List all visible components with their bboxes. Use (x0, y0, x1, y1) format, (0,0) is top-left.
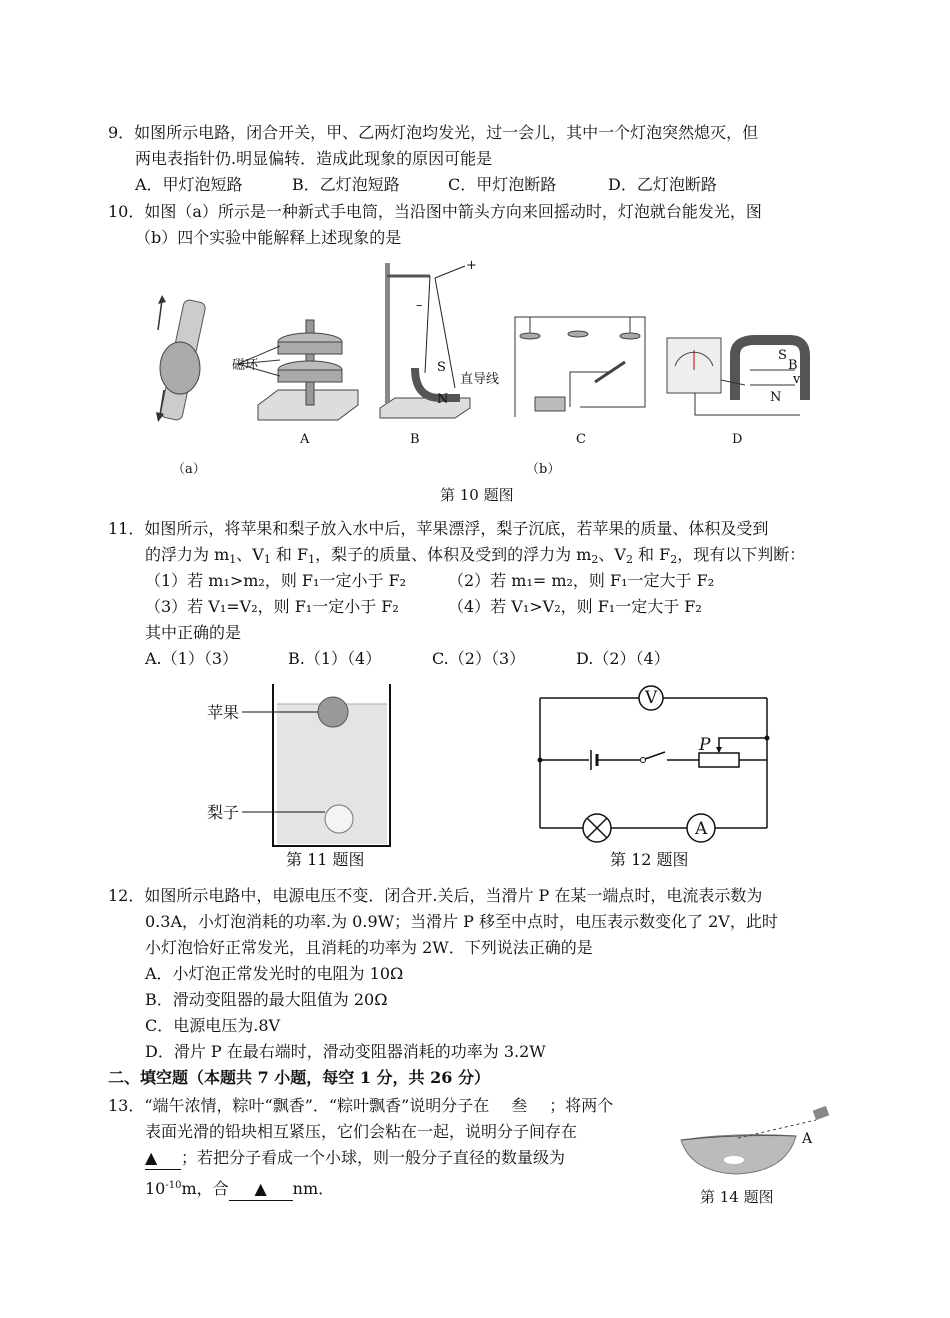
q12-option-d: D．滑片 P 在最右端时，滑动变阻器消耗的功率为 3.2W (145, 1042, 546, 1061)
bowl-figure (676, 1102, 856, 1182)
plus-sign: + (466, 258, 477, 273)
q11-option-c: C.（2）（3） (432, 649, 526, 668)
q9-option-d: D．乙灯泡断路 (608, 175, 717, 194)
q11-judgment-3: （3）若 V₁=V₂，则 F₁一定小于 F₂ (145, 597, 399, 616)
q11-option-d: D.（2）（4） (576, 649, 670, 668)
q13-blank-2[interactable]: ▲ (145, 1147, 181, 1170)
magnet-n-label: N (437, 392, 449, 407)
q13-line1: 13．“端午浓情，粽叶“飘香”．“粽叶飘香”说明分子在 叁 ；将两个 (108, 1096, 614, 1115)
q11-option-a: A.（1）（3） (145, 649, 239, 668)
magnet2-n-label: N (770, 390, 782, 405)
q9-option-a: A．甲灯泡短路 (135, 175, 243, 194)
q11-judgment-1: （1）若 m₁>m₂，则 F₁一定小于 F₂ (145, 571, 407, 590)
fig14-caption: 第 14 题图 (700, 1188, 774, 1206)
velocity-v-label: v (793, 372, 801, 387)
q12-option-c: C．电源电压为.8V (145, 1016, 281, 1035)
q11-judgment-2: （2）若 m₁= m₂，则 F₁一定大于 F₂ (448, 571, 715, 590)
field-b-label: B (788, 358, 798, 373)
fig14-a-label: A (802, 1131, 813, 1147)
q13-blank-3[interactable]: ▲ (229, 1178, 293, 1201)
q12-option-a: A．小灯泡正常发光时的电阻为 10Ω (145, 964, 404, 983)
q9-line1: 9．如图所示电路，闭合开关，甲、乙两灯泡均发光，过一会儿，其中一个灯泡突然熄灭，但 (108, 123, 759, 142)
magnet-rings-figure (258, 310, 368, 420)
fig-C-label: C (576, 432, 586, 447)
magnet-ring-label: 磁环 (232, 358, 259, 373)
q9-option-b: B．乙灯泡短路 (292, 175, 400, 194)
fig-A-label: A (300, 432, 310, 447)
q13-line4: $10^{-10}m$，合 ▲ nm． (145, 1175, 334, 1201)
fig-a-label: （a） (172, 462, 206, 477)
apple-label: 苹果 (207, 703, 240, 722)
circuit-board-figure (510, 312, 650, 420)
q9-line2: 两电表指针仍.明显偏转．造成此现象的原因可能是 (135, 149, 493, 168)
fig-B-label: B (410, 432, 420, 447)
straight-wire-label: 直导线 (460, 372, 500, 387)
voltmeter-label: V (645, 688, 658, 708)
q11-line1: 11．如图所示，将苹果和梨子放入水中后，苹果漂浮，梨子沉底，若苹果的质量、体积及受到 (108, 519, 769, 538)
q12-line2: 0.3A，小灯泡消耗的功率.为 0.9W；当滑片 P 移至中点时，电压表示数变化了 2V，此时 (145, 912, 778, 931)
magnet-s-label: S (437, 360, 446, 375)
q11-judgment-4: （4）若 V₁>V₂，则 F₁一定大于 F₂ (448, 597, 702, 616)
q13-blank-1[interactable]: 叁 (511, 1096, 528, 1115)
q10-line2: （b）四个实验中能解释上述现象的是 (135, 228, 402, 247)
q12-line3: 小灯泡恰好正常发光，且消耗的功率为 2W．下列说法正确的是 (145, 938, 593, 957)
q12-line1: 12．如图所示电路中，电源电压不变．闭合开.关后，当滑片 P 在某一端点时，电流表示数为 (108, 886, 763, 905)
q10-line1: 10．如图（a）所示是一种新式手电筒，当沿图中箭头方向来回摇动时，灯泡就台能发光，图 (108, 202, 762, 221)
fig10-caption: 第 10 题图 (440, 486, 514, 504)
q13-line2: 表面光滑的铅块相互紧压，它们会粘在一起，说明分子间存在 (145, 1122, 578, 1141)
magnet2-s-label: S (778, 348, 787, 363)
fig-D-label: D (732, 432, 743, 447)
fig12-caption: 第 12 题图 (610, 850, 689, 869)
q11-ask: 其中正确的是 (145, 623, 242, 642)
q9-option-c: C．甲灯泡断路 (448, 175, 557, 194)
q13-line3: ▲ ；若把分子看成一个小球，则一般分子直径的数量级为 (145, 1147, 565, 1170)
q11-option-b: B.（1）（4） (288, 649, 382, 668)
flashlight-figure (150, 290, 230, 430)
wire-magnet-figure (375, 258, 495, 418)
q12-option-b: B．滑动变阻器的最大阻值为 20Ω (145, 990, 388, 1009)
minus-sign: – (416, 298, 423, 313)
ammeter-label: A (695, 819, 708, 839)
fig11-caption: 第 11 题图 (286, 850, 365, 869)
q11-line2: 的浮力为 $m_1$、$V_1$ 和 $F_1$，梨子的质量、体积及受到的浮力为 $m_2$、$V_2$ 和 $F_2$，现有以下判断： (145, 545, 806, 566)
slider-p-label: P (699, 735, 711, 755)
fig-b-label: （b） (526, 462, 561, 477)
pear-label: 梨子 (207, 803, 240, 822)
section-2-heading: 二、填空题（本题共 7 小题，每空 1 分，共 26 分） (108, 1068, 490, 1087)
